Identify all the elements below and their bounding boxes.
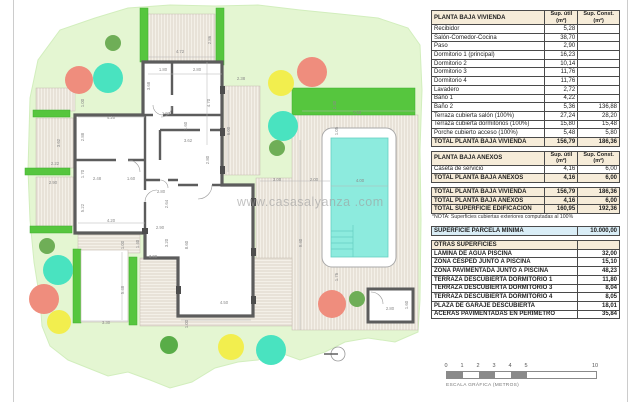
row-value: 48,23 [601,267,617,274]
row-value-util: 11,76 [545,68,578,76]
pier [176,286,181,294]
row-value-util: 15,80 [545,121,578,129]
row-label: Terraza cubierta salón (100%) [432,112,545,120]
table-row [431,24,620,34]
row-label: Porche cubierto acceso (100%) [432,129,545,137]
row-value-util: 11,76 [545,77,578,85]
dimension-label: 2.88 [80,132,85,142]
dimension-label: 2.86 [207,35,212,45]
row-value: 10.000,00 [590,228,617,235]
dimension-label: 3.00 [272,177,282,182]
row-label: OTRAS SUPERFICIES [432,241,578,249]
dimension-label: 1.60 [126,176,136,181]
dimension-label: 7.55 [352,110,362,115]
hedge-top-left [140,8,148,62]
row-value-util: 2,90 [545,42,578,50]
section-header-label: PLANTA BAJA ANEXOS [432,152,545,165]
dimension-label: 1.40 [135,239,140,249]
dimension-label: 2.30 [332,100,337,110]
row-value-const: 15,48 [601,121,617,128]
scale-bar-ticks [446,363,606,370]
dimension-label: 2.80 [192,67,202,72]
row-value: 35,84 [601,311,617,318]
tree-teal [256,335,286,365]
scale-tick: 0 [444,363,448,369]
table-row [431,275,620,285]
hedge-top-right [216,8,224,65]
row-label: TOTAL PLANTA BAJA ANEXOS [432,174,545,182]
pier [220,128,225,136]
dimension-label: 3.30 [101,320,111,325]
table-row [431,301,620,311]
row-value-const: 192,36 [598,206,617,213]
row-label: ACERAS PAVIMENTADAS EN PERÍMETRO [432,311,578,319]
row-label: Baño 2 [432,103,545,111]
row-label: Dormitorio 3 [432,68,545,76]
row-label: TOTAL SUPERFICIE EDIFICACIÓN [432,205,545,213]
dimension-label: 4.00 [355,178,365,183]
tree-salmon [65,66,93,94]
row-label: Caseta de servicio [432,166,545,174]
row-value-const [578,77,619,85]
dimension-label: 3.20 [164,238,169,248]
table-row [431,94,620,104]
table-row [431,187,620,197]
row-value-util: 156,79 [545,138,578,146]
dimension-label: 1.92 [161,111,171,116]
pier [142,228,148,234]
dimension-label: 1.60 [404,300,409,310]
row-value [578,241,619,249]
tree-yellow [218,334,244,360]
dimension-label: 2.64 [164,199,169,209]
dimension-label: 1.75 [334,272,339,282]
dimension-label: 6.00 [226,126,231,136]
dimension-label: 2.22 [50,161,60,166]
row-value: 32,00 [601,250,617,257]
col-header-util: Sup. útil (m²) [545,152,578,165]
row-label: Salón-Comedor-Cocina [432,34,545,42]
row-value-const: 186,36 [598,188,617,195]
scale-tick: 2 [476,363,480,369]
dimension-label: 4.20 [106,218,116,223]
dimension-label: 1.60 [183,121,188,131]
row-value-const [578,34,619,42]
row-label: Paso [432,42,545,50]
table-row [431,151,620,166]
table-row [431,137,620,147]
scale-tick: 10 [591,363,599,369]
dimension-label: 2.80 [156,189,166,194]
row-label: Baño 1 [432,95,545,103]
table-row [431,102,620,112]
table-row [431,196,620,206]
row-value-util: 4,16 [545,197,578,205]
row-value-const: 136,88 [598,104,617,111]
row-value-const [578,25,619,33]
tree-green [105,35,121,51]
dimension-label: 5.22 [80,203,85,213]
row-value-util: 4,16 [545,166,578,174]
hedge-garage-left [73,249,81,323]
row-label: Terraza cubierta dormitorios (100%) [432,121,545,129]
hedge-garage-right [129,257,137,325]
table-row [431,50,620,60]
table-row [431,120,620,130]
dimension-label: 1.05 [334,126,339,136]
table-note: *NOTA: Superficies cubiertas exteriores computadas al 100% [432,213,574,220]
tree-teal [268,111,298,141]
dimension-label: 2.90 [48,180,58,185]
row-label: SUPERFICIE PARCELA MÍNIMA [432,227,578,235]
sheet-right-frame [627,0,628,402]
tree-green [160,336,178,354]
row-label: Dormitorio 2 [432,60,545,68]
col-header-util: Sup. útil (m²) [545,11,578,24]
table-row [431,292,620,302]
pier [251,296,256,304]
row-value-const: 5,80 [605,130,617,137]
row-label: TERRAZA DESCUBIERTA DORMITORIO 3 [432,285,578,293]
scale-tick: 4 [508,363,512,369]
table-row [431,10,620,25]
pier [220,166,225,174]
row-value-const: 28,20 [601,112,617,119]
table-row [431,128,620,138]
row-label: TOTAL PLANTA BAJA ANEXOS [432,197,545,205]
tree-green [39,238,55,254]
section-header-label: PLANTA BAJA VIVIENDA [432,11,545,24]
row-value-util: 156,79 [545,188,578,196]
dimension-label: 1.70 [80,169,85,179]
scale-bar-caption: ESCALA GRÁFICA (METROS) [446,383,520,388]
table-row [431,257,620,267]
row-label: LÁMINA DE AGUA PISCINA [432,250,578,258]
tree-green [269,140,285,156]
row-value: 8,05 [605,294,617,301]
dimension-label: 2.90 [155,225,165,230]
tree-green [349,291,365,307]
dimension-label: 3.62 [56,138,61,148]
table-row [431,111,620,121]
tree-teal [43,255,73,285]
tree-teal [93,63,123,93]
table-row [431,204,620,214]
row-label: TOTAL PLANTA BAJA VIVIENDA [432,188,545,196]
row-value-const [578,95,619,103]
row-value-util: 4,16 [545,174,578,182]
scale-segment-filled [511,372,527,378]
dimension-label: 4.50 [219,300,229,305]
dimension-label: 4.70 [206,98,211,108]
dimension-label: 4.20 [106,115,116,120]
col-header-const: Sup. Const. (m²) [583,11,614,24]
tree-salmon [297,57,327,87]
table-row [431,173,620,183]
row-label: TOTAL PLANTA BAJA VIVIENDA [432,138,545,146]
row-value: 8,04 [605,285,617,292]
dimension-label: 4.72 [175,49,185,54]
table-row [431,85,620,95]
table-row [431,67,620,77]
table-row [431,33,620,43]
dimension-label: 9.40 [298,238,303,248]
table-row [431,310,620,320]
scale-bar [446,363,606,397]
row-label: Dormitorio 1 (principal) [432,51,545,59]
dimension-label: 1.00 [120,240,125,250]
tree-salmon [318,290,346,318]
dimension-label: 1.00 [80,98,85,108]
tree-yellow [268,70,294,96]
tree-salmon [29,284,59,314]
west-deck-1 [36,88,75,111]
row-value-util: 10,14 [545,60,578,68]
dimension-label: 1.80 [158,67,168,72]
row-value: 15,10 [601,259,617,266]
table-row [431,41,620,51]
row-value-const: 6,00 [605,166,617,173]
row-label: Lavadero [432,86,545,94]
table-row [431,266,620,276]
scale-segment-filled [447,372,463,378]
table-row [431,284,620,294]
row-label: Recibidor [432,25,545,33]
dimension-label: 8.60 [184,240,189,250]
table-row [431,249,620,259]
dimension-label: 5.48 [120,285,125,295]
row-value-const [578,86,619,94]
dimension-label: 2.80 [385,306,395,311]
table-row [431,226,620,236]
table-row [431,240,620,250]
table-row [431,59,620,69]
tree-yellow [47,310,71,334]
row-value-const [578,60,619,68]
pier [220,86,225,94]
row-value-const [578,42,619,50]
hedge-west-2 [25,168,70,175]
row-value: 11,80 [602,276,617,283]
row-value-const: 186,36 [598,138,617,145]
scale-tick: 1 [460,363,464,369]
row-value-util: 27,24 [545,112,578,120]
scale-segment-filled [479,372,495,378]
row-value-const: 6,00 [605,175,617,182]
dimension-label: 2.38 [236,76,246,81]
dimension-label: 2.00 [309,177,319,182]
hedge-west-1 [33,110,70,117]
scale-tick: 5 [524,363,528,369]
areas-table [431,11,620,319]
row-value-util: 5,36 [545,103,578,111]
row-value-const [578,51,619,59]
dimension-label: 1.00 [184,319,189,329]
row-value-const [578,68,619,76]
row-value-const: 6,00 [605,197,617,204]
row-label: TERRAZA DESCUBIERTA DORMITORIO 1 [432,276,578,284]
scale-bar-track [446,371,597,379]
row-value-util: 5,28 [545,25,578,33]
row-label: PLAZA DE GARAJE DESCUBIERTA [432,302,578,310]
row-value-util: 2,72 [545,86,578,94]
row-value: 18,01 [601,302,617,309]
row-label: Dormitorio 4 [432,77,545,85]
dimension-label: 3.00 [148,254,158,259]
scale-tick: 3 [492,363,496,369]
row-label: ZONA CÉSPED JUNTO A PISCINA [432,258,578,266]
row-value-util: 4,22 [545,95,578,103]
row-label: ZONA PAVIMENTADA JUNTO A PISCINA [432,267,578,275]
col-header-const: Sup. Const. (m²) [583,151,614,165]
dimension-label: 3.62 [183,138,193,143]
row-value-util: 38,70 [545,34,578,42]
row-value-util: 16,23 [545,51,578,59]
dimension-label: 3.68 [146,81,151,91]
watermark: www.casasalyanza .com [237,195,384,209]
row-value-util: 5,48 [545,129,578,137]
row-label: TERRAZA DESCUBIERTA DORMITORIO 4 [432,293,578,301]
table-row [431,165,620,175]
dimension-label: 2.80 [205,155,210,165]
row-value-util: 160,95 [545,205,578,213]
dimension-label: 2.48 [92,176,102,181]
pier [251,248,256,256]
hedge-west-3 [30,226,72,233]
table-row [431,76,620,86]
